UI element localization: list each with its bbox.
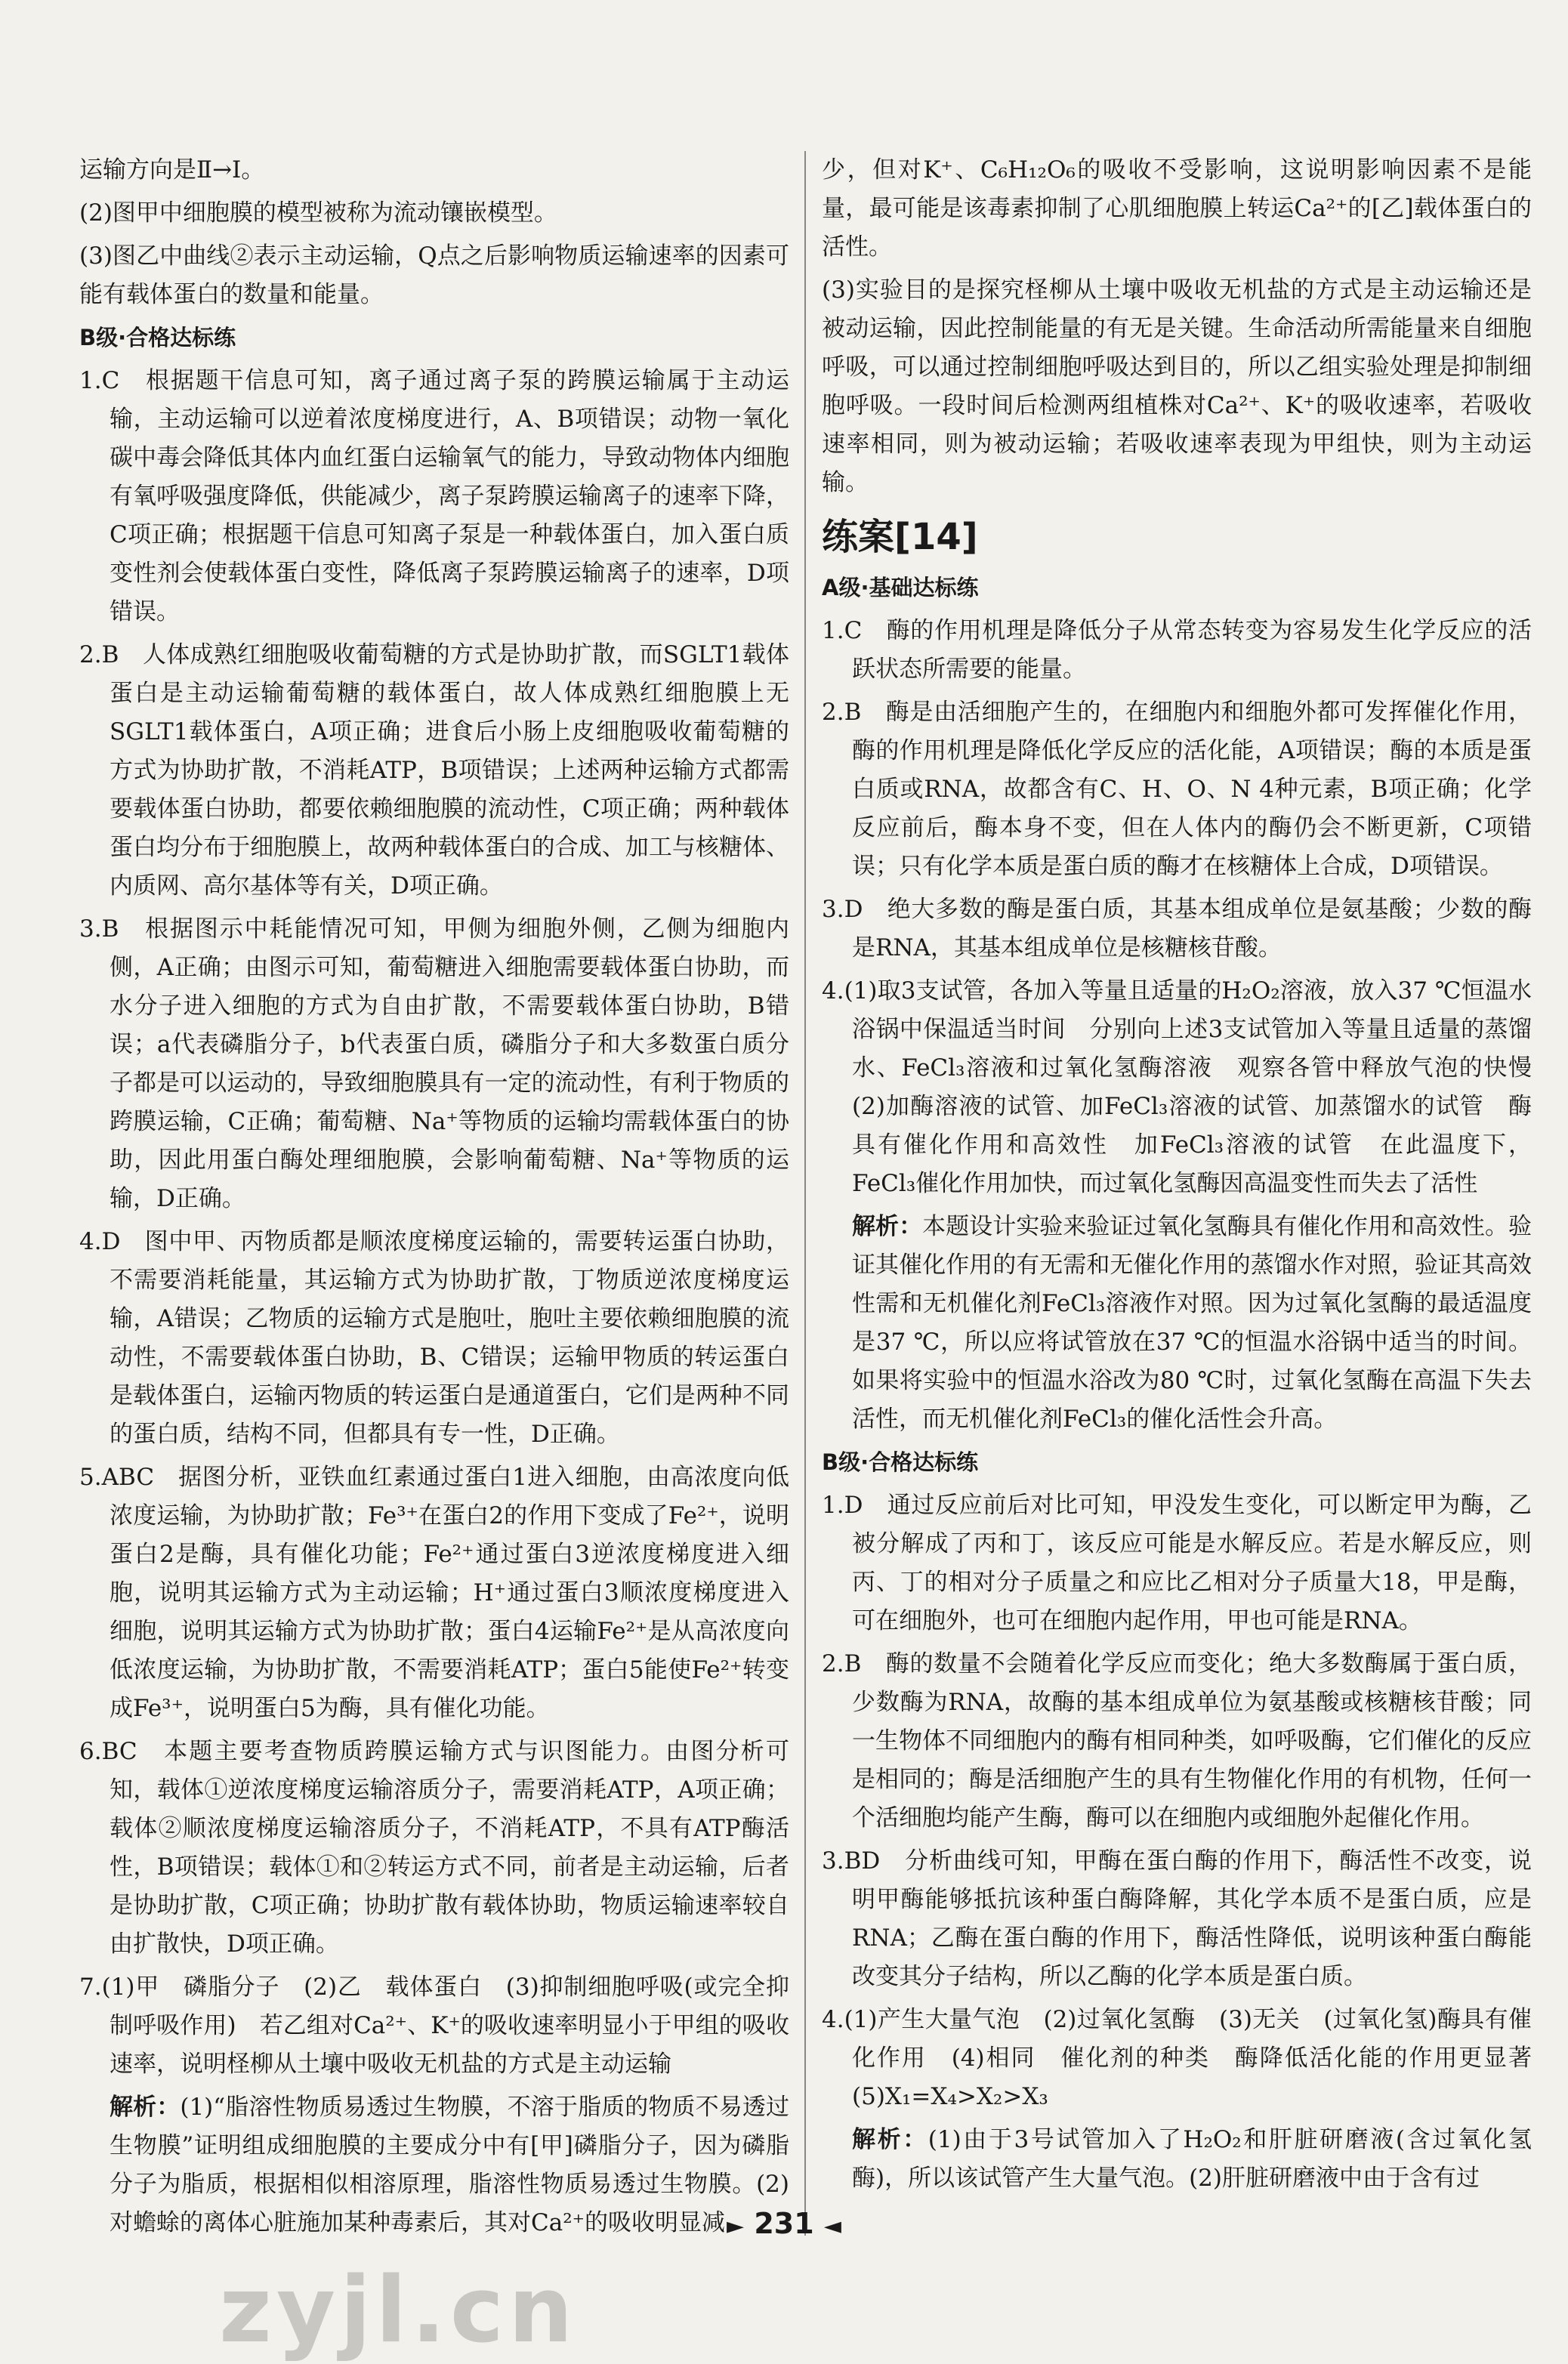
analysis-paragraph <box>822 1208 1532 1439</box>
answer-item: 4.(1)取3支试管，各加入等量且适量的H₂O₂溶液，放入37 ℃恒温水浴锅中保温适当时间 分别向上述3支试管加入等量且适量的蒸馏水、FeCl₃溶液和过氧化氢酶溶液 观察各管中释放气泡的快慢 (2)加酶溶液的试管、加FeCl₃溶液的试管、加蒸馏水的试管 酶具有催化作用和高效性 加FeCl₃溶液的试管 在此温度下，FeCl₃催化作用加快，而过氧化氢酶因高温变性而失去了活性 <box>822 977 1555 1197</box>
column-divider <box>804 151 806 2236</box>
answer-item: 6.BC 本题主要考查物质跨膜运输方式与识图能力。由图分析可知，载体①逆浓度梯度运输溶质分子，需要消耗ATP，A项正确；载体②顺浓度梯度运输溶质分子，不消耗ATP，不具有ATP酶活性，B项错误；载体①和②转运方式不同，前者是主动运输，后者是协助扩散，C项正确；协助扩散有载体协助，物质运输速率较自由扩散快，D项正确。 <box>79 1738 789 1958</box>
page-number-footer <box>0 2207 1568 2240</box>
intro-line-1: 运输方向是Ⅱ→Ⅰ。 <box>79 156 265 184</box>
answer-item: 1.C 根据题干信息可知，离子通过离子泵的跨膜运输属于主动运输，主动运输可以逆着浓度梯度进行，A、B项错误；动物一氧化碳中毒会降低其体内血红蛋白运输氧气的能力，导致动物体内细胞有氧呼吸强度降低，供能减少，离子泵跨膜运输离子的速率下降，C项正确；根据题干信息可知离子泵是一种载体蛋白，加入蛋白质变性剂会使载体蛋白变性，降低离子泵跨膜运输离子的速率，D项错误。 <box>79 367 789 625</box>
right-column <box>822 151 1555 2202</box>
analysis-label: 解析： <box>852 1213 923 1240</box>
answer-item: 3.B 根据图示中耗能情况可知，甲侧为细胞外侧，乙侧为细胞内侧，A正确；由图示可知，葡萄糖进入细胞需要载体蛋白协助，而水分子进入细胞的方式为自由扩散，不需要载体蛋白协助，B错误；a代表磷脂分子，b代表蛋白质，磷脂分子和大多数蛋白质分子都是可以运动的，导致细胞膜具有一定的流动性，有利于物质的跨膜运输，C正确；葡萄糖、Na⁺等物质的运输均需载体蛋白的协助，因此用蛋白酶处理细胞膜，会影响葡萄糖、Na⁺等物质的运输，D正确。 <box>79 915 789 1212</box>
analysis-label: 解析： <box>110 2094 181 2121</box>
answer-item: 5.ABC 据图分析，亚铁血红素通过蛋白1进入细胞，由高浓度向低浓度运输，为协助扩散；Fe³⁺在蛋白2的作用下变成了Fe²⁺，说明蛋白2是酶，具有催化功能；Fe²⁺通过蛋白3逆浓度梯度进入细胞，说明其运输方式为主动运输；H⁺通过蛋白3顺浓度梯度进入细胞，说明其运输方式为协助扩散；蛋白4运输Fe²⁺是从高浓度向低浓度运输，为协助扩散，不需要消耗ATP；蛋白5能使Fe²⁺转变成Fe³⁺，说明蛋白5为酶，具有催化功能。 <box>79 1464 789 1722</box>
answer-item: 3.D 绝大多数的酶是蛋白质，其基本组成单位是氨基酸；少数的酶是RNA，其基本组成单位是核糖核苷酸。 <box>822 896 1532 961</box>
right-arrow-icon: ► <box>727 2213 745 2239</box>
level-b-heading: B级·合格达标练 <box>79 325 236 350</box>
analysis-text: 本题设计实验来验证过氧化氢酶具有催化作用和高效性。验证其催化作用的有无需和无催化作用的蒸馏水作对照，验证其高效性需和无机催化剂FeCl₃溶液作对照。因为过氧化氢酶的最适温度是37 ℃，所以应将试管放在37 ℃的恒温水浴锅中适当的时间。如果将实验中的恒温水浴改为80 ℃时，过氧化氢酶在高温下失去活性，而无机催化剂FeCl₃的催化活性会升高。 <box>852 1213 1532 1433</box>
page-number: 231 <box>754 2207 814 2240</box>
answer-item: 7.(1)甲 磷脂分子 (2)乙 载体蛋白 (3)抑制细胞呼吸(或完全抑制呼吸作用) 若乙组对Ca²⁺、K⁺的吸收速率明显小于甲组的吸收速率，说明柽柳从土壤中吸收无机盐的方式是主动运输 <box>79 1974 789 2078</box>
analysis-text: (1)“脂溶性物质易透过生物膜，不溶于脂质的物质不易透过生物膜”证明组成细胞膜的主要成分中有[甲]磷脂分子，因为磷脂分子为脂质，根据相似相溶原理，脂溶性物质易透过生物膜。(2)对蟾蜍的离体心脏施加某种毒素后，其对Ca²⁺的吸收明显减 <box>110 2094 789 2236</box>
answer-item: 2.B 酶的数量不会随着化学反应而变化；绝大多数酶属于蛋白质，少数酶为RNA，故酶的基本组成单位为氨基酸或核糖核苷酸；同一生物体不同细胞内的酶有相同种类，如呼吸酶，它们催化的反应是相同的；酶是活细胞产生的具有生物催化作用的有机物，任何一个活细胞均能产生酶，酶可以在细胞内或细胞外起催化作用。 <box>822 1650 1532 1832</box>
watermark: zyjl.cn <box>219 2258 578 2363</box>
answer-item: 1.D 通过反应前后对比可知，甲没发生变化，可以断定甲为酶，乙被分解成了丙和丁，该反应可能是水解反应。若是水解反应，则丙、丁的相对分子质量之和应比乙相对分子质量大18，甲是酶，可在细胞外，也可在细胞内起作用，甲也可能是RNA。 <box>822 1492 1532 1634</box>
section-title: 练案[14] <box>822 516 978 558</box>
left-arrow-icon: ◄ <box>823 2213 841 2239</box>
intro-line-2: (2)图甲中细胞膜的模型被称为流动镶嵌模型。 <box>79 199 557 227</box>
answer-item: 2.B 酶是由活细胞产生的，在细胞内和细胞外都可发挥催化作用，酶的作用机理是降低化学反应的活化能，A项错误；酶的本质是蛋白质或RNA，故都含有C、H、O、N 4种元素，B项正确；化学反应前后，酶本身不变，但在人体内的酶仍会不断更新，C项错误；只有化学本质是蛋白质的酶才在核糖体上合成，D项错误。 <box>822 699 1532 880</box>
answer-item: 3.BD 分析曲线可知，甲酶在蛋白酶的作用下，酶活性不改变，说明甲酶能够抵抗该种蛋白酶降解，其化学本质不是蛋白质，应是RNA；乙酶在蛋白酶的作用下，酶活性降低，说明该种蛋白酶能改变其分子结构，所以乙酶的化学本质是蛋白质。 <box>822 1847 1532 1990</box>
answer-item: 4.(1)产生大量气泡 (2)过氧化氢酶 (3)无关 (过氧化氢)酶具有催化作用 (4)相同 催化剂的种类 酶降低活化能的作用更显著 (5)X₁=X₄>X₂>X₃ <box>822 2006 1555 2110</box>
answer-item: 4.D 图中甲、丙物质都是顺浓度梯度运输的，需要转运蛋白协助，不需要消耗能量，其运输方式为协助扩散，丁物质逆浓度梯度运输，A错误；乙物质的运输方式是胞吐，胞吐主要依赖细胞膜的流动性，不需要载体蛋白协助，B、C错误；运输甲物质的转运蛋白是载体蛋白，运输丙物质的转运蛋白是通道蛋白，它们是两种不同的蛋白质，结构不同，但都具有专一性，D正确。 <box>79 1228 789 1448</box>
answer-item: 1.C 酶的作用机理是降低分子从常态转变为容易发生化学反应的活跃状态所需要的能量。 <box>822 617 1532 683</box>
analysis-label: 解析： <box>852 2126 928 2153</box>
analysis-paragraph <box>822 2121 1532 2198</box>
level-b-heading: B级·合格达标练 <box>822 1449 979 1475</box>
analysis-text: (1)由于3号试管加入了H₂O₂和肝脏研磨液(含过氧化氢酶)，所以该试管产生大量气泡。(2)肝脏研磨液中由于含有过 <box>852 2126 1532 2192</box>
intro-line-2: (3)实验目的是探究柽柳从土壤中吸收无机盐的方式是主动运输还是被动运输，因此控制能量的有无是关键。生命活动所需能量来自细胞呼吸，可以通过控制细胞呼吸达到目的，所以乙组实验处理是抑制细胞呼吸。一段时间后检测两组植株对Ca²⁺、K⁺的吸收速率，若吸收速率相同，则为被动运输；若吸收速率表现为甲组快，则为主动运输。 <box>822 276 1532 496</box>
level-a-heading: A级·基础达标练 <box>822 575 979 600</box>
left-column <box>79 151 789 2247</box>
intro-line-3: (3)图乙中曲线②表示主动运输，Q点之后影响物质运输速率的因素可能有载体蛋白的数量和能量。 <box>79 242 789 308</box>
intro-line-1: 少，但对K⁺、C₆H₁₂O₆的吸收不受影响，这说明影响因素不是能量，最可能是该毒素抑制了心肌细胞膜上转运Ca²⁺的[乙]载体蛋白的活性。 <box>822 156 1532 261</box>
answer-item: 2.B 人体成熟红细胞吸收葡萄糖的方式是协助扩散，而SGLT1载体蛋白是主动运输葡萄糖的载体蛋白，故人体成熟红细胞膜上无SGLT1载体蛋白，A项正确；进食后小肠上皮细胞吸收葡萄糖的方式为协助扩散，不消耗ATP，B项错误；上述两种运输方式都需要载体蛋白协助，都要依赖细胞膜的流动性，C项正确；两种载体蛋白均分布于细胞膜上，故两种载体蛋白的合成、加工与核糖体、内质网、高尔基体等有关，D项正确。 <box>79 641 789 900</box>
